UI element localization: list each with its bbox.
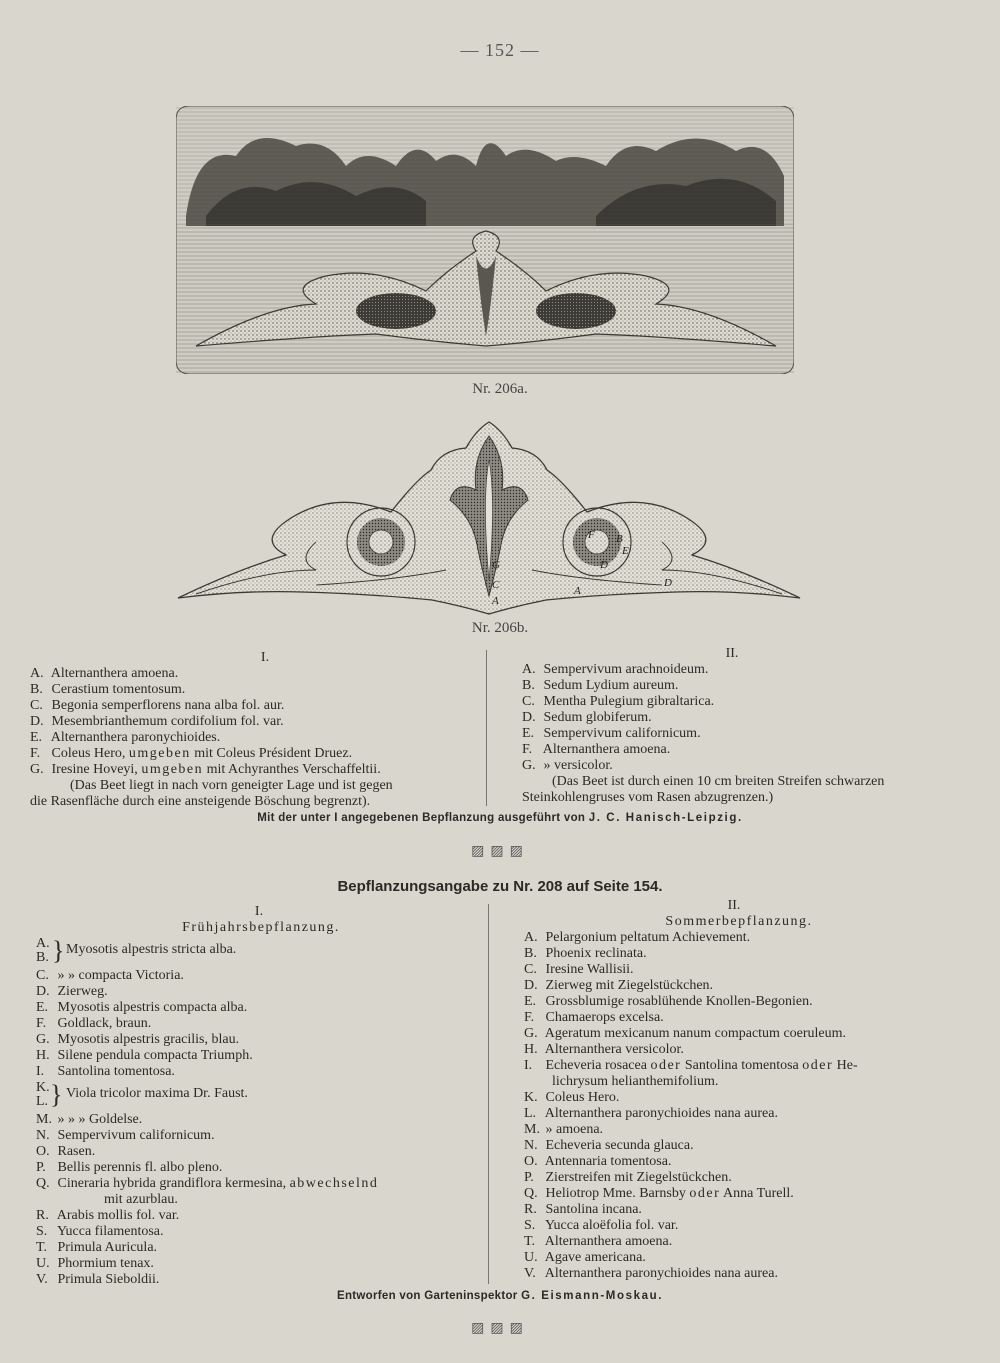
item-key: V. (524, 1266, 536, 1281)
item-text: » versicolor. (543, 758, 613, 773)
item-key: F. (36, 1016, 47, 1031)
plan-figure-206b (176, 420, 802, 616)
item-key: B. (524, 946, 537, 961)
column-heading: II. (725, 646, 739, 661)
plant-list (524, 1090, 984, 1282)
item-text: Echeveria secunda glauca. (545, 1138, 694, 1153)
figure-206b-caption: Nr. 206b. (471, 620, 529, 636)
item-rest: mit Coleus Président Druez. (194, 746, 353, 761)
plan-208-column-1 (36, 904, 476, 1288)
item-key: O. (36, 1144, 50, 1159)
list-item (36, 1000, 476, 1016)
list-item (36, 968, 476, 984)
list-item (524, 1218, 984, 1234)
item-key: H. (36, 1048, 50, 1063)
list-item (36, 1208, 476, 1224)
item-text: Grossblumige rosablühende Knollen-Begonien. (545, 994, 813, 1009)
item-spaced: abwechselnd (289, 1176, 379, 1191)
item-spaced: oder (650, 1058, 682, 1073)
list-item (524, 930, 984, 946)
design-credit-208: Entworfen von Garteninspektor G. Eismann-Moskau. (336, 1290, 663, 1302)
item-text: Coleus Hero. (545, 1090, 620, 1105)
item-key: I. (524, 1058, 533, 1073)
item-key: U. (524, 1250, 538, 1265)
item-key: L. (524, 1106, 537, 1121)
item-text: Santolina incana. (545, 1202, 642, 1217)
item-key: C. (522, 694, 535, 709)
item-text: Sempervivum arachnoideum. (543, 662, 709, 677)
item-key: D. (524, 978, 538, 993)
list-item (30, 746, 480, 762)
plant-list (36, 1112, 476, 1192)
item-key: B. (522, 678, 535, 693)
item-key: K. (524, 1090, 538, 1105)
list-item (524, 1250, 984, 1266)
list-item (36, 1240, 476, 1256)
list-item (36, 1032, 476, 1048)
item-key: R. (524, 1202, 537, 1217)
bed-note-line-1: (Das Beet liegt in nach vorn geneigter Lage und ist gegen (70, 778, 393, 793)
plant-list (36, 968, 476, 1080)
item-text: Primula Auricula. (57, 1240, 158, 1255)
item-text: Mentha Pulegium gibraltarica. (543, 694, 715, 709)
marker-c: C (492, 579, 500, 591)
marker-d: D (600, 559, 608, 571)
item-text: Yucca filamentosa. (56, 1224, 164, 1239)
item-key: C. (524, 962, 537, 977)
item-key: D. (522, 710, 536, 725)
item-key: E. (30, 730, 43, 745)
item-rest: mit Achyranthes Verschaffeltii. (206, 762, 381, 777)
item-text: Pelargonium peltatum Achievement. (545, 930, 751, 945)
grouped-item-ab: A. B. } Myosotis alpestris stricta alba. (36, 936, 237, 965)
item-key: G. (36, 1032, 50, 1047)
list-item (522, 742, 982, 758)
item-key: G. (524, 1026, 538, 1041)
marker-a-outer: A (574, 585, 581, 597)
item-key: N. (36, 1128, 50, 1143)
plan-206-column-2 (522, 646, 982, 806)
item-text: Bellis perennis fl. albo pleno. (57, 1160, 223, 1175)
item-key: P. (524, 1170, 534, 1185)
list-item (36, 1048, 476, 1064)
item-text: Alternanthera amoena. (50, 666, 179, 681)
grouped-item-kl: K. L. } Viola tricolor maxima Dr. Faust. (36, 1080, 248, 1109)
brace-icon: } (50, 1080, 63, 1109)
item-key: D. (30, 714, 44, 729)
list-item (524, 1266, 984, 1282)
item-key: M. (524, 1122, 540, 1137)
list-item (522, 678, 982, 694)
list-item (524, 978, 984, 994)
item-text: » » compacta Victoria. (57, 968, 184, 983)
item-text: Sempervivum californicum. (57, 1128, 215, 1143)
continuation-line: mit azurblau. (104, 1192, 178, 1207)
list-item (522, 726, 982, 742)
bed-note-line-1: (Das Beet ist durch einen 10 cm breiten Streifen schwarzen (552, 774, 885, 789)
list-item (30, 730, 480, 746)
list-item (524, 1170, 984, 1186)
item-key: F. (30, 746, 41, 761)
item-key: C. (36, 968, 49, 983)
list-item (36, 1112, 476, 1128)
bed-note-line-2: Steinkohlengruses vom Rasen abzugrenzen.) (522, 790, 774, 805)
column-number: II. (727, 898, 741, 913)
item-key: G. (30, 762, 44, 777)
list-item (524, 1122, 984, 1138)
item-text: Yucca aloëfolia fol. var. (544, 1218, 679, 1233)
marker-a: A (492, 595, 499, 607)
item-text: Alternanthera versicolor. (544, 1042, 684, 1057)
list-item (30, 714, 480, 730)
list-item (36, 1176, 476, 1192)
plant-list (36, 1208, 476, 1288)
list-item (522, 694, 982, 710)
item-key: B. (30, 682, 43, 697)
item-key: M. (36, 1112, 52, 1127)
item-text: Begonia semperflorens nana alba fol. aur. (51, 698, 285, 713)
list-item (36, 1016, 476, 1032)
list-item (522, 710, 982, 726)
item-spaced: umgeben (141, 762, 204, 777)
list-item (524, 1026, 984, 1042)
plan-206-column-1 (30, 650, 480, 810)
item-key: E. (36, 1000, 49, 1015)
item-text: Myosotis alpestris gracilis, blau. (57, 1032, 240, 1047)
list-item (524, 1138, 984, 1154)
item-key: D. (36, 984, 50, 999)
list-item (524, 1106, 984, 1122)
bed-note-line-2: die Rasenfläche durch eine ansteigende Böschung begrenzt). (30, 794, 371, 809)
column-heading: Sommerbepflanzung. (665, 914, 813, 929)
engraving-figure-206a (176, 106, 794, 374)
item-text: Cerastium tomentosum. (51, 682, 186, 697)
item-key: O. (524, 1154, 538, 1169)
item-text: » » » Goldelse. (57, 1112, 143, 1127)
list-item (30, 762, 480, 778)
item-key: F. (524, 1010, 535, 1025)
marker-d-outer: D (664, 577, 672, 589)
list-item (524, 994, 984, 1010)
marker-g: G (492, 559, 500, 571)
item-text: Myosotis alpestris compacta alba. (57, 1000, 248, 1015)
list-item (36, 1144, 476, 1160)
item-text: Goldlack, braun. (57, 1016, 152, 1031)
list-item (524, 1010, 984, 1026)
list-item (524, 1234, 984, 1250)
list-item (30, 698, 480, 714)
list-item (30, 682, 480, 698)
list-item (36, 984, 476, 1000)
list-item (524, 1154, 984, 1170)
item-spaced2: oder (802, 1058, 834, 1073)
item-text: Rasen. (57, 1144, 96, 1159)
item-text: Phoenix reclinata. (545, 946, 647, 961)
column-number: I. (254, 904, 264, 919)
item-text: Echeveria rosacea (545, 1058, 647, 1073)
item-text: Santolina tomentosa. (57, 1064, 175, 1079)
item-spaced: oder (689, 1186, 721, 1201)
item-text: Silene pendula compacta Triumph. (57, 1048, 253, 1063)
item-rest: Santolina tomentosa (684, 1058, 799, 1073)
item-key: Q. (36, 1176, 50, 1191)
continuation-line: lichrysum helianthemifolium. (552, 1074, 719, 1089)
item-text: » amoena. (545, 1122, 604, 1137)
item-text: Cineraria hybrida grandiflora kermesina, (57, 1176, 287, 1191)
list-item (36, 1272, 476, 1288)
item-rest2: He- (836, 1058, 858, 1073)
item-text: Iresine Hoveyi, (51, 762, 138, 777)
item-key: S. (36, 1224, 48, 1239)
brace-icon: } (52, 936, 65, 965)
item-text: Sedum Lydium aureum. (543, 678, 679, 693)
item-key: P. (36, 1160, 46, 1175)
list-item (36, 1160, 476, 1176)
item-key: S. (524, 1218, 536, 1233)
item-text: Phormium tenax. (57, 1256, 154, 1271)
item-text: Sempervivum californicum. (543, 726, 701, 741)
item-text: Agave americana. (544, 1250, 646, 1265)
plant-list (30, 666, 480, 778)
item-key: E. (522, 726, 535, 741)
item-text: Alternanthera paronychioides. (50, 730, 221, 745)
list-item (30, 666, 480, 682)
item-key: A. (524, 930, 538, 945)
item-key: R. (36, 1208, 49, 1223)
item-text: Alternanthera paronychioides nana aurea. (544, 1106, 778, 1121)
column-divider (486, 650, 487, 806)
item-key: U. (36, 1256, 50, 1271)
list-item (524, 962, 984, 978)
item-key: H. (524, 1042, 538, 1057)
ornament-divider-bottom: ▨▨▨ (471, 1321, 529, 1336)
list-item (524, 1042, 984, 1058)
item-key: T. (36, 1240, 48, 1255)
item-text: Primula Sieboldii. (57, 1272, 160, 1287)
item-key: N. (524, 1138, 538, 1153)
section-title: Bepflanzungsangabe zu Nr. 208 auf Seite 154. (337, 878, 663, 895)
plant-list (524, 930, 984, 1074)
item-key: C. (30, 698, 43, 713)
column-heading: Frühjahrsbepflanzung. (182, 920, 340, 935)
page-number: — 152 — (460, 40, 540, 60)
marker-b: B (616, 533, 623, 545)
item-text: Zierstreifen mit Ziegelstückchen. (545, 1170, 732, 1185)
column-divider (488, 904, 489, 1284)
item-text: Alternanthera paronychioides nana aurea. (544, 1266, 778, 1281)
item-key: E. (524, 994, 537, 1009)
column-heading: I. (260, 650, 270, 665)
item-text: Zierweg. (57, 984, 108, 999)
item-key: A. (522, 662, 536, 677)
planting-credit-206: Mit der unter I angegebenen Bepflanzung ausgeführt von J. C. Hanisch-Leipzig. (257, 812, 743, 824)
item-spaced: umgeben (128, 746, 191, 761)
item-text: Iresine Wallisii. (545, 962, 634, 977)
item-text: Coleus Hero, (51, 746, 126, 761)
item-text: Alternanthera amoena. (544, 1234, 673, 1249)
list-item (36, 1128, 476, 1144)
item-key: Q. (524, 1186, 538, 1201)
item-text: Alternanthera amoena. (542, 742, 671, 757)
item-key: I. (36, 1064, 45, 1079)
list-item (522, 662, 982, 678)
item-text: Chamaerops excelsa. (545, 1010, 664, 1025)
item-text: Antennaria tomentosa. (544, 1154, 672, 1169)
item-key: V. (36, 1272, 48, 1287)
list-item (524, 1186, 984, 1202)
item-text: Sedum globiferum. (543, 710, 652, 725)
item-key: F. (522, 742, 533, 757)
item-text: Mesembrianthemum cordifolium fol. var. (51, 714, 284, 729)
list-item (524, 1090, 984, 1106)
item-text: Arabis mollis fol. var. (56, 1208, 180, 1223)
plant-list (522, 662, 982, 774)
list-item (524, 946, 984, 962)
list-item (36, 1224, 476, 1240)
plan-208-column-2 (524, 898, 984, 1282)
list-item (524, 1202, 984, 1218)
item-key: A. (30, 666, 44, 681)
list-item (522, 758, 982, 774)
item-key: T. (524, 1234, 536, 1249)
item-text: Ageratum mexicanum nanum compactum coeruleum. (544, 1026, 847, 1041)
item-text: Heliotrop Mme. Barnsby (545, 1186, 686, 1201)
item-rest: Anna Turell. (723, 1186, 794, 1201)
marker-f: F (588, 529, 595, 541)
item-key: G. (522, 758, 536, 773)
list-item (36, 1256, 476, 1272)
list-item (524, 1058, 984, 1074)
ornament-divider: ▨▨▨ (471, 844, 529, 859)
marker-e: E (622, 545, 629, 557)
list-item (36, 1064, 476, 1080)
item-text: Zierweg mit Ziegelstückchen. (545, 978, 714, 993)
figure-206a-caption: Nr. 206a. (472, 381, 528, 397)
